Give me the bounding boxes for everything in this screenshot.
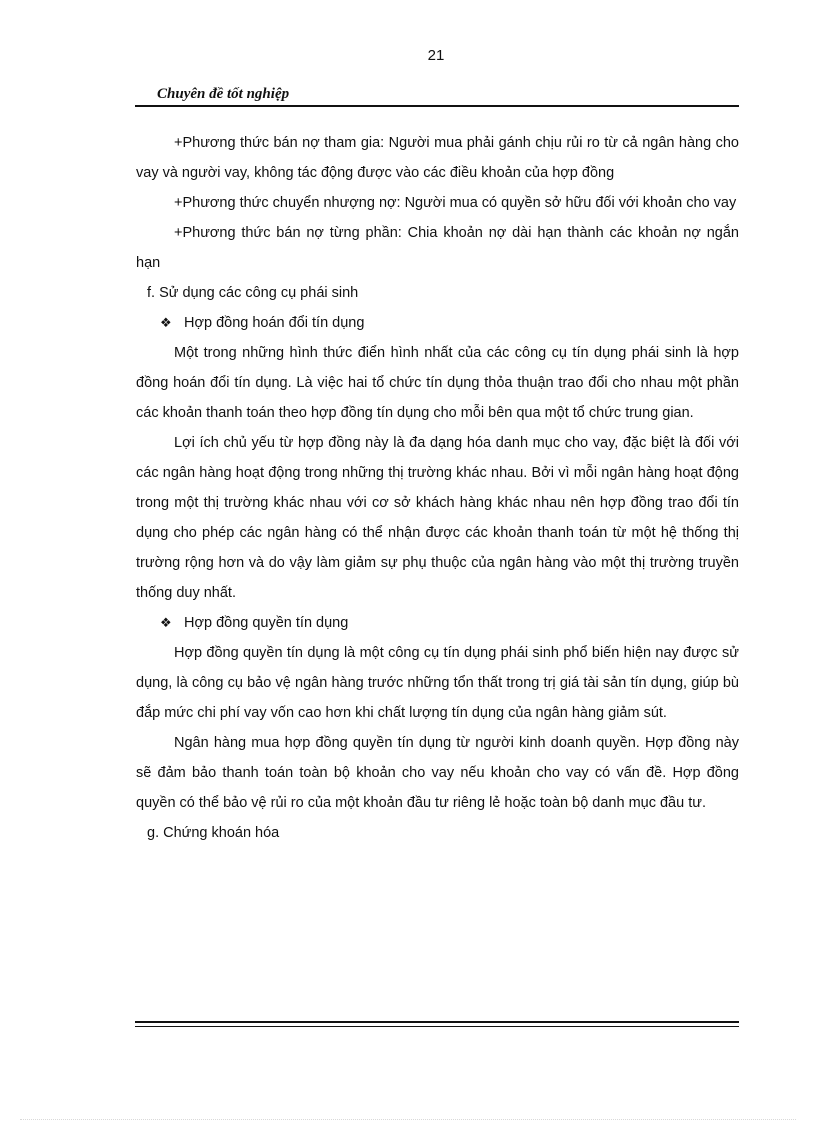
diamond-bullet-icon: ❖ — [160, 615, 172, 630]
bullet-text: Hợp đồng quyền tín dụng — [184, 615, 349, 631]
bullet-credit-option — [136, 608, 739, 638]
bullet-text: Hợp đồng hoán đổi tín dụng — [184, 315, 365, 331]
document-body — [136, 128, 739, 848]
section-heading-securitization: g. Chứng khoán hóa — [147, 825, 280, 841]
paragraph-partial-sale: +Phương thức bán nợ từng phần: Chia khoản nợ dài hạn thành các khoản nợ ngắn hạn — [136, 225, 739, 271]
footer-rule — [135, 1021, 739, 1027]
diamond-bullet-icon: ❖ — [160, 315, 172, 330]
section-heading-derivatives: f. Sử dụng các công cụ phái sinh — [147, 285, 359, 301]
page-number: 21 — [427, 47, 445, 64]
paragraph-credit-option: Hợp đồng quyền tín dụng là một công cụ tín dụng phái sinh phổ biến hiện nay được sử dụng, là công cụ bảo vệ ngân hàng trước những tổn thất trong trị giá tài sản tín dụng, giúp bù đắp mức chi phí vay vốn cao hơn khi chất lượng tín dụng của ngân hàng giảm sút. — [136, 645, 739, 721]
page-edge-guide — [20, 1119, 796, 1120]
paragraph-participation-sale: +Phương thức bán nợ tham gia: Người mua phải gánh chịu rủi ro từ cả ngân hàng cho vay và người vay, không tác động được vào các điều khoản của hợp đồng — [136, 135, 739, 181]
header-rule — [135, 105, 739, 107]
paragraph-credit-swap: Một trong những hình thức điển hình nhất của các công cụ tín dụng phái sinh là hợp đồng hoán đổi tín dụng. Là việc hai tổ chức tín dụng thỏa thuận trao đổi cho nhau một phần các khoản thanh toán theo hợp đồng tín dụng cho mỗi bên qua một tổ chức trung gian. — [136, 345, 739, 421]
paragraph-option-purchase: Ngân hàng mua hợp đồng quyền tín dụng từ người kinh doanh quyền. Hợp đồng này sẽ đảm bảo thanh toán toàn bộ khoản cho vay nếu khoản cho vay có vấn đề. Hợp đồng quyền có thể bảo vệ rủi ro của một khoản đầu tư riêng lẻ hoặc toàn bộ danh mục đầu tư. — [136, 735, 739, 811]
paragraph-swap-benefit: Lợi ích chủ yếu từ hợp đồng này là đa dạng hóa danh mục cho vay, đặc biệt là đối với các ngân hàng hoạt động trong những thị trường khác nhau. Bởi vì mỗi ngân hàng hoạt động trong một thị trường khác nhau với cơ sở khách hàng khác nhau nên hợp đồng trao đổi tín dụng cho phép các ngân hàng có thể nhận được các khoản thanh toán từ một hệ thống thị trường rộng hơn và do vậy làm giảm sự phụ thuộc của ngân hàng vào một thị trường truyền thống duy nhất. — [136, 435, 739, 601]
bullet-credit-swap — [136, 308, 739, 338]
paragraph-assignment: +Phương thức chuyển nhượng nợ: Người mua có quyền sở hữu đối với khoản cho vay — [174, 195, 737, 211]
header-title: Chuyên đề tốt nghiệp — [157, 86, 290, 102]
